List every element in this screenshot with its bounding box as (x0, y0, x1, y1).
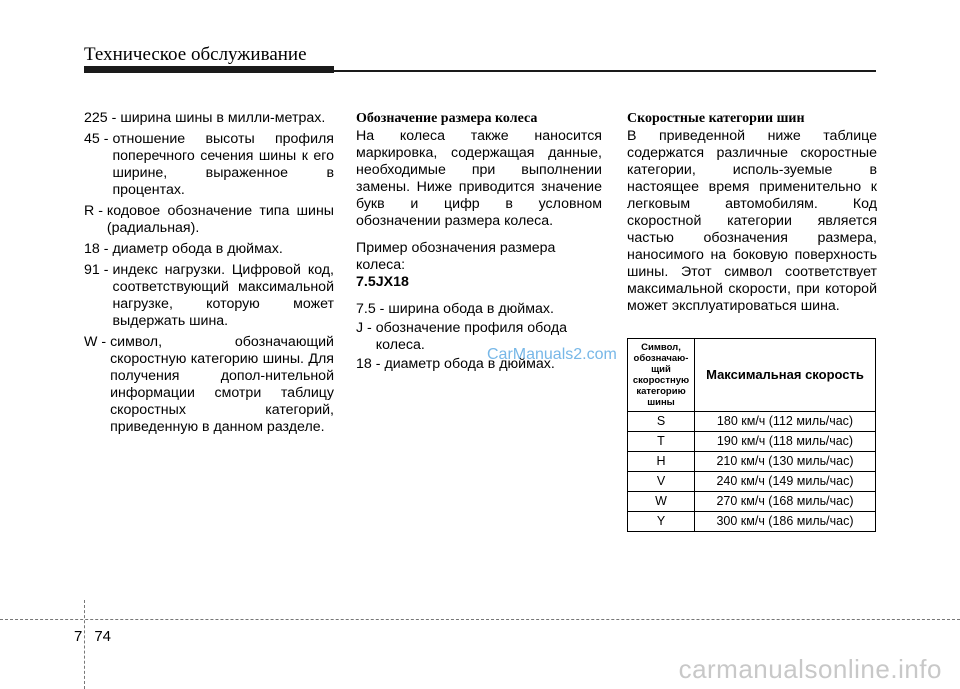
chapter-number: 7 (74, 628, 83, 645)
definition-item: W - символ, обозначающий скоростную категорию шины. Для получения допол-нительной информации смотри таблицу скоростных категорий, приведенную в данном разделе. (84, 334, 334, 435)
definition-item: 45 - отношение высоты профиля поперечного сечения шины к его ширине, выраженное в процентах. (84, 131, 334, 198)
table-header-row (628, 339, 876, 412)
definition-item: 18 - диаметр обода в дюймах. (84, 241, 283, 257)
table-row (628, 512, 876, 532)
tire-code-column (84, 110, 334, 440)
symbol-cell: V (628, 472, 695, 492)
symbol-cell: H (628, 452, 695, 472)
wheel-definition-item: 18 - диаметр обода в дюймах. (356, 356, 555, 372)
example-code: 7.5JX18 (356, 274, 409, 290)
wheel-size-heading: Обозначение размера колеса (356, 111, 538, 126)
speed-cell: 270 км/ч (168 миль/час) (695, 492, 876, 512)
speed-cell: 240 км/ч (149 миль/час) (695, 472, 876, 492)
page-number (74, 628, 111, 645)
speed-cell: 190 км/ч (118 миль/час) (695, 432, 876, 452)
definition-item: 91 - индекс нагрузки. Цифровой код, соответствующий максимальной нагрузке, которую может выдержать шина. (84, 262, 334, 329)
table-row (628, 452, 876, 472)
speed-cell: 210 км/ч (130 миль/час) (695, 452, 876, 472)
symbol-cell: Y (628, 512, 695, 532)
speed-cell: 300 км/ч (186 миль/час) (695, 512, 876, 532)
table-row (628, 472, 876, 492)
table-row (628, 412, 876, 432)
symbol-cell: T (628, 432, 695, 452)
speed-category-heading: Скоростные категории шин (627, 111, 805, 126)
table-row (628, 432, 876, 452)
wheel-size-column (356, 110, 602, 375)
symbol-cell: S (628, 412, 695, 432)
speed-category-table (627, 338, 876, 532)
speed-category-column (627, 110, 877, 325)
speed-cell: 180 км/ч (112 миль/час) (695, 412, 876, 432)
example-label: Пример обозначения размера колеса: (356, 240, 556, 273)
header-rule-thick (84, 66, 334, 73)
watermark-text: CarManuals2.com (487, 346, 617, 363)
definition-item: R - кодовое обозначение типа шины (радиальная). (84, 203, 334, 236)
page-number-value: 74 (94, 628, 112, 645)
footer-rule (0, 619, 960, 620)
symbol-column-header: Символ, обозначаю-щий скоростную категорию шины (628, 339, 695, 412)
page-header-title: Техническое обслуживание (84, 44, 307, 65)
wheel-definition-item: 7.5 - ширина обода в дюймах. (356, 301, 554, 317)
speed-category-intro: В приведенной ниже таблице содержатся различные скоростные категории, исполь-зуемые в настоящее время применительно к легковым автомобилям. Код скоростной категории является частью обозначения размера, наносимого на боковую поверхность шины. Этот символ соответствует максимальной скорости, при которой может эксплуатироваться шина. (627, 128, 877, 314)
site-watermark: carmanualsonline.info (678, 654, 942, 684)
header-rule-thin (334, 70, 876, 72)
wheel-size-intro: На колеса также наносится маркировка, содержащая данные, необходимые при выполнении замены. Ниже приводится значение букв и цифр в условном обозначении размера колеса. (356, 128, 602, 229)
max-speed-column-header: Максимальная скорость (695, 339, 876, 412)
definition-item: 225 - ширина шины в милли-метрах. (84, 110, 326, 126)
symbol-cell: W (628, 492, 695, 512)
wheel-definition-item: J - обозначение профиля обода колеса. (356, 320, 568, 353)
table-row (628, 492, 876, 512)
